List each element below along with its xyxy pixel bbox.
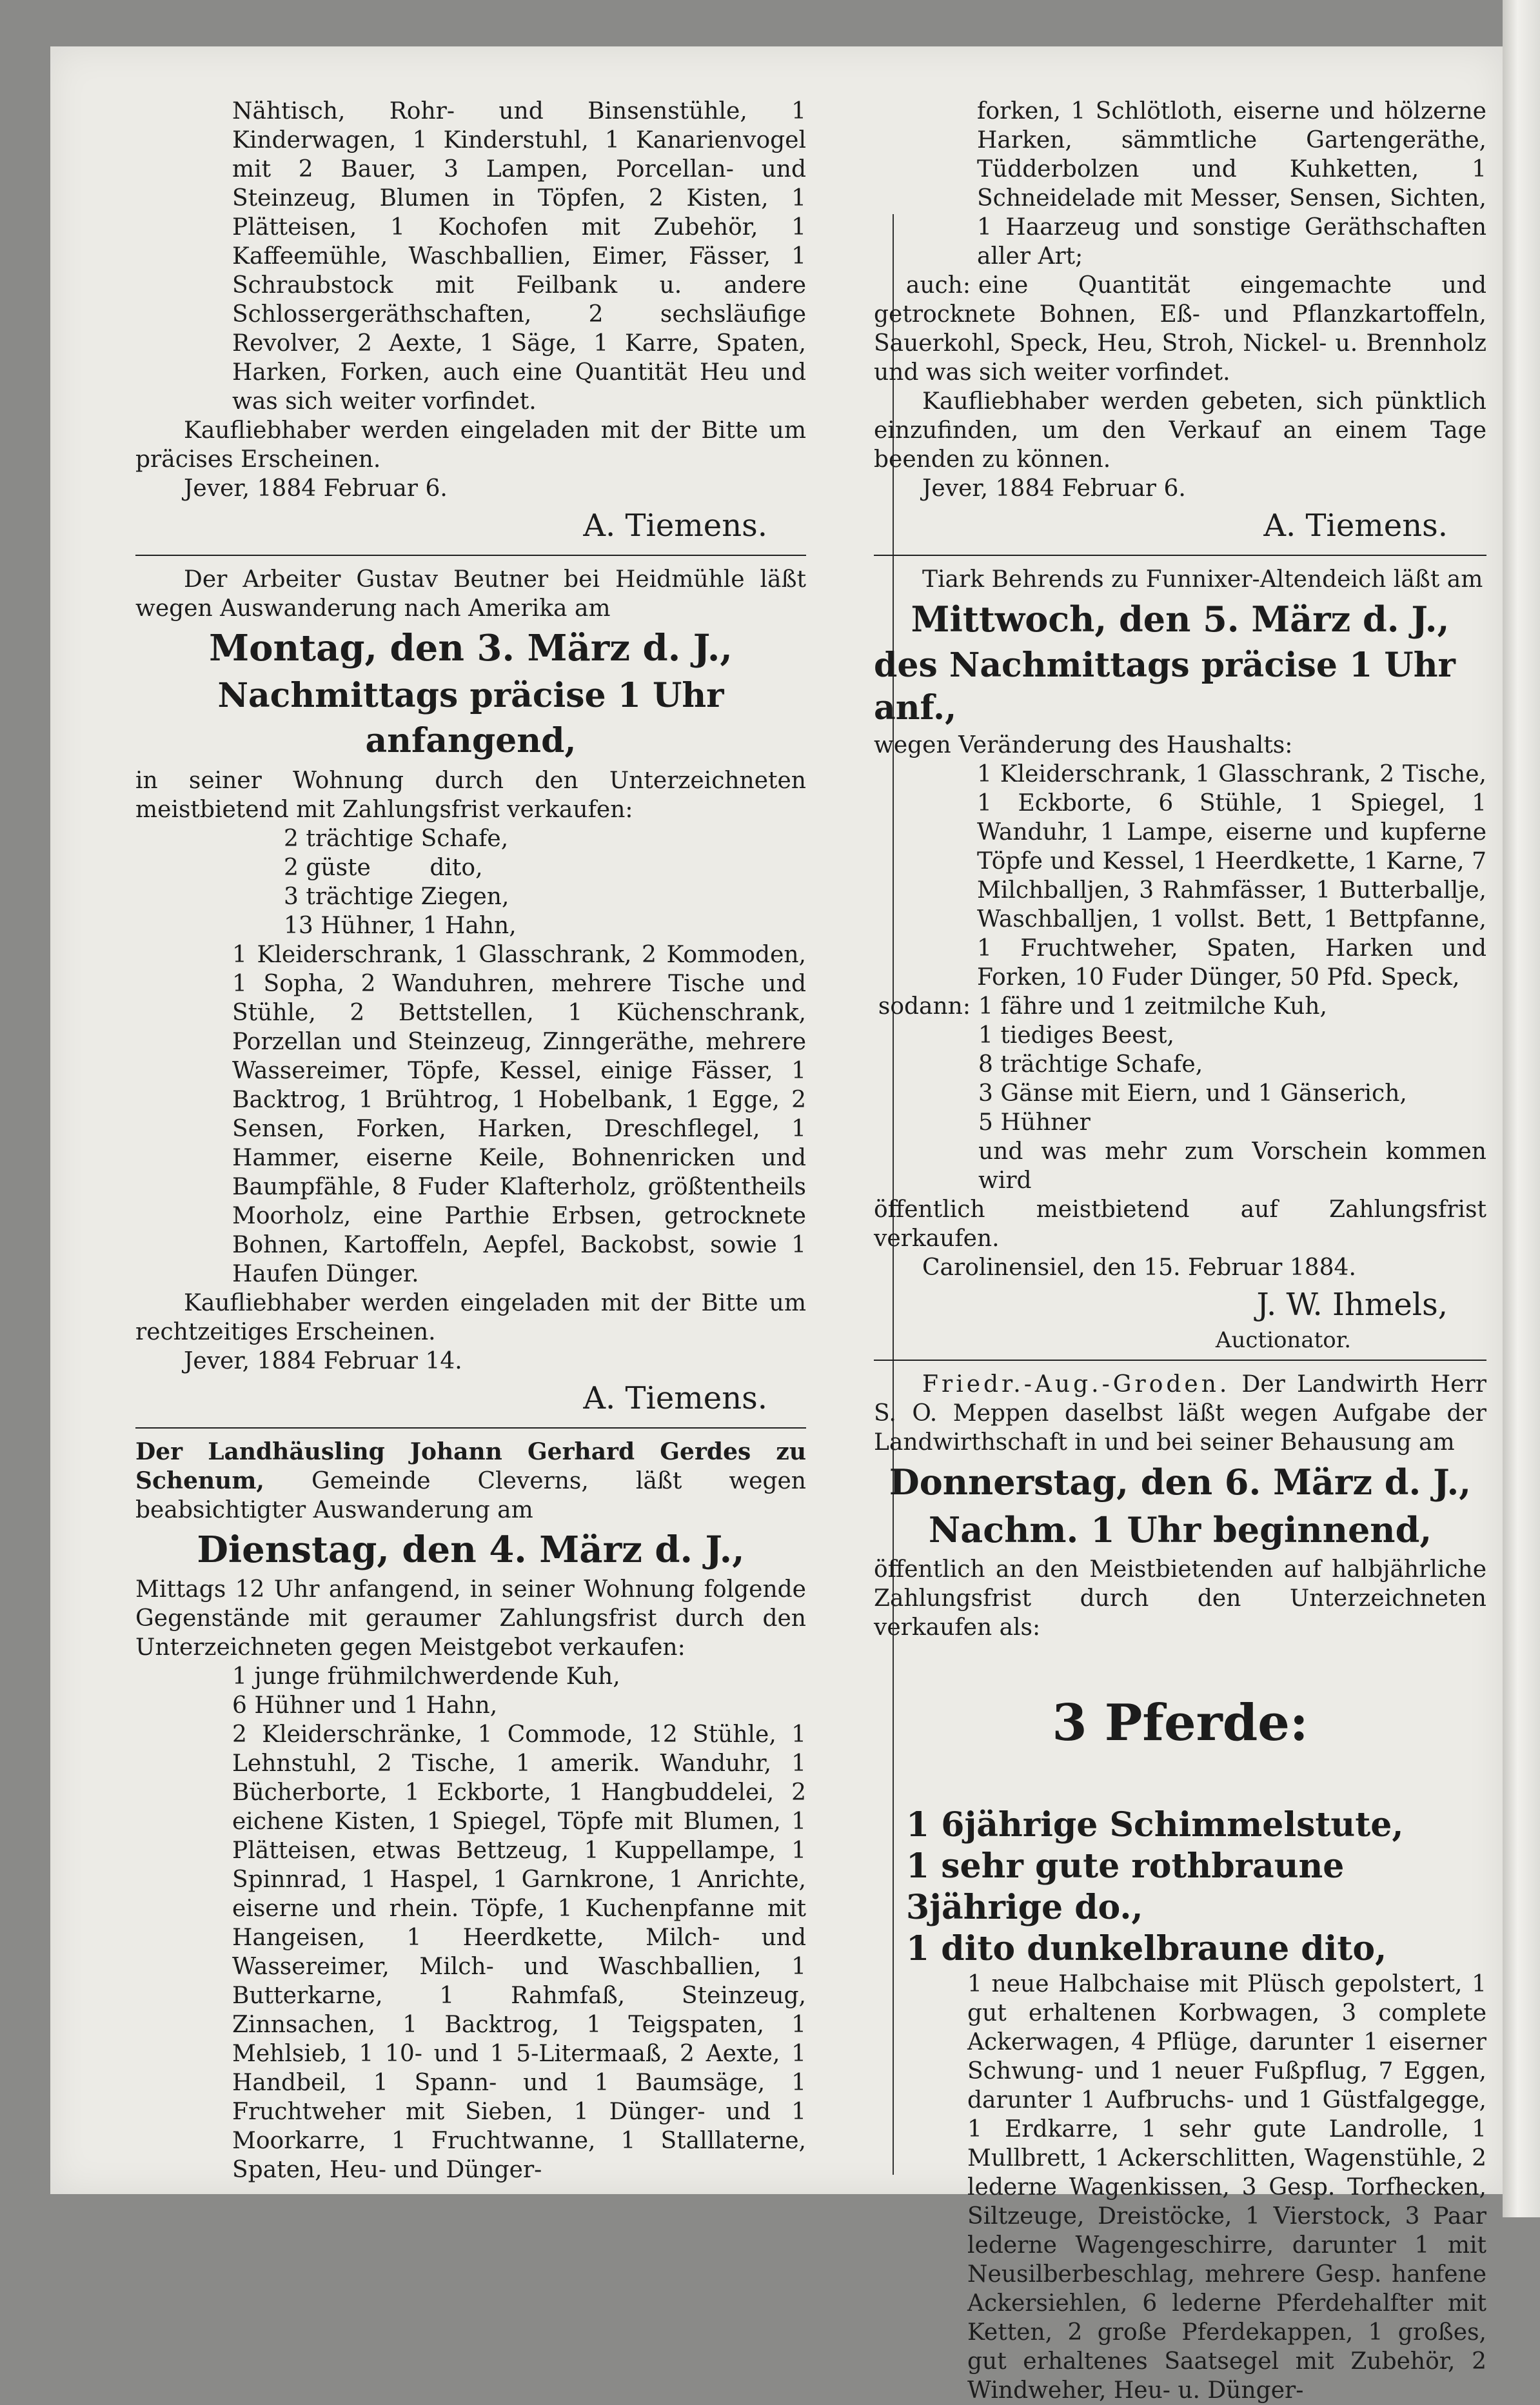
ad1-cont-text: forken, 1 Schlötloth, eiserne und hölzerne Harken, sämmtliche Gartengeräthe, Tüdderbolzen und Kuhketten, 1 Schneidelade mit Messer, Sensen, Sichten, 1 Haarzeug und sonstige Geräthschaften aller Art; bbox=[977, 98, 1486, 270]
ad2-sale: in seiner Wohnung durch den Unterzeichneten meistbietend mit Zahlungsfrist verkaufen: bbox=[135, 767, 806, 823]
ad2-sodann-item: 3 Gänse mit Eiern, und 1 Gänserich, bbox=[978, 1080, 1407, 1107]
ad1-closing: Kaufliebhaber werden gebeten, sich pünktlich einzufinden, um den Verkauf an einem Tage beenden zu können. bbox=[874, 388, 1486, 473]
ad1-item-text: Nähtisch, Rohr- und Binsenstühle, 1 Kinderwagen, 1 Kinderstuhl, 1 Kanarienvogel mit 2 Bauer, 3 Lampen, Porcellan- und Steinzeug, Blumen in Töpfen, 2 Kisten, 1 Plätteisen, 1 Kochofen mit Zubehör, 1 Kaffeemühle, Waschballien, Eimer, Fässer, 1 Schraubstock mit Feilbank u. andere Schlossergeräthschaften, 2 sechsläufige Revolver, 2 Aexte, 1 Säge, 1 Karre, Spaten, Harken, Forken, auch eine Quantität Heu und was sich weiter vorfindet. bbox=[232, 98, 806, 415]
ad3-intro bbox=[874, 1370, 1486, 1457]
separator-rule bbox=[135, 555, 806, 556]
ad2-signature: A. Tiemens. bbox=[583, 1380, 767, 1416]
ad1-signature: A. Tiemens. bbox=[583, 508, 767, 544]
ad-auction-meppen bbox=[874, 1370, 1486, 2405]
ad3-horse: 1 sehr gute rothbraune 3jährige do., bbox=[906, 1846, 1345, 1927]
ad2-item: 3 trächtige Ziegen, bbox=[284, 884, 509, 910]
ad-auction-1-continued bbox=[135, 97, 806, 548]
ad3-item: 6 Hühner und 1 Hahn, bbox=[232, 1692, 498, 1719]
ad2-time: Nachmittags präcise 1 Uhr anfangend, bbox=[217, 676, 724, 760]
ad1-auch bbox=[874, 271, 1486, 387]
ad2-date: Montag, den 3. März d. J., bbox=[209, 627, 733, 669]
ad2-item-text: 1 Kleiderschrank, 1 Glasschrank, 2 Kommoden, 1 Sopha, 2 Wanduhren, mehrere Tische und Stühle, 2 Bettstellen, 1 Küchenschrank, Porzellan und Steinzeug, Zinngeräthe, mehrere Wassereimer, Töpfe, Kessel, einige Fässer, 1 Backtrog, 1 Brühtrog, 1 Hobelbank, 1 Egge, 2 Sensen, Forken, Harken, Dreschflegel, 1 Hammer, eiserne Keile, Bohnenricken und Baumpfähle, 8 Fuder Klafterholz, größtentheils Moorholz, eine Parthie Erbsen, getrocknete Bohnen, Kartoffeln, Aepfel, Backobst, sowie 1 Haufen Dünger. bbox=[232, 942, 806, 1287]
ad3-heading: 3 Pferde: bbox=[1052, 1694, 1308, 1752]
ad3-item-text: 2 Kleiderschränke, 1 Commode, 12 Stühle, 1 Lehnstuhl, 2 Tische, 1 amerik. Wanduhr, 1 Bücherborte, 1 Eckborte, 1 Hangbuddelei, 2 eichene Kisten, 1 Spiegel, Töpfe mit Blumen, 1 Plätteisen, etwas Bettzeug, 1 Kuppellampe, 1 Spinnrad, 1 Haspel, 1 Garnkrone, 1 Anrichte, eiserne und rhein. Töpfe, 1 Kuchenpfanne mit Hangeisen, 1 Heerdkette, Milch- und Wassereimer, Milch- und Waschballien, 1 Butterkarne, 1 Rahmfaß, Steinzeug, Zinnsachen, 1 Backtrog, 1 Teigspaten, 1 Mehlsieb, 1 10- und 1 5-Litermaaß, 2 Aexte, 1 Handbeil, 1 Spann- und 1 Baumsäge, 1 Fruchtweher mit Sieben, 1 Dünger- und 1 Moorkarre, 1 Fruchtwanne, 1 Stalllaterne, Spaten, Heu- und Dünger- bbox=[232, 1721, 806, 2183]
ad2-sodann-item: 5 Hühner bbox=[978, 1109, 1091, 1136]
ad3-date: Donnerstag, den 6. März d. J., bbox=[889, 1461, 1472, 1503]
separator-rule bbox=[135, 1427, 806, 1429]
ad3-place: Friedr.-Aug.-Groden. bbox=[922, 1371, 1230, 1398]
ad2-sodann-item: 1 fähre und 1 zeitmilche Kuh, bbox=[978, 993, 1327, 1020]
ad3-horse: 1 6jährige Schimmelstute, bbox=[906, 1805, 1404, 1845]
ad3-horse: 1 dito dunkelbraune dito, bbox=[906, 1929, 1387, 1968]
ad2-item: 13 Hühner, 1 Hahn, bbox=[284, 913, 517, 939]
ad1-auch-text: eine Quantität eingemachte und getrocknete Bohnen, Eß- und Pflanzkartoffeln, Sauerkohl, Speck, Heu, Stroh, Nickel- u. Brennholz und was sich weiter vorfindet. bbox=[874, 272, 1486, 386]
ad2-signature: J. W. Ihmels, bbox=[1256, 1287, 1448, 1323]
ad2-intro: Der Arbeiter Gustav Beutner bei Heidmühle läßt wegen Auswanderung nach Amerika am bbox=[135, 566, 806, 622]
ad3-intro-text: Der Landwirth Herr S. O. Meppen daselbst läßt wegen Aufgabe der Landwirthschaft in und bei seiner Behausung am bbox=[874, 1371, 1486, 1456]
ad2-closing: Kaufliebhaber werden eingeladen mit der Bitte um rechtzeitiges Erscheinen. bbox=[135, 1290, 806, 1345]
ad3-intro-name: Der Landhäusling Johann Gerhard Gerdes zu Schenum, bbox=[135, 1438, 806, 1494]
ad2-sodann-item: 1 tiediges Beest, bbox=[978, 1022, 1174, 1049]
ad3-intro-text: Gemeinde Cleverns, läßt wegen beabsichtigter Auswanderung am bbox=[135, 1468, 806, 1523]
ad2-signature-title: Auctionator. bbox=[1215, 1327, 1352, 1353]
ad2-item: 2 güste dito, bbox=[284, 855, 483, 881]
ad2-reason: wegen Veränderung des Haushalts: bbox=[874, 732, 1293, 758]
ad2-sale: öffentlich meistbietend auf Zahlungsfrist verkaufen. bbox=[874, 1196, 1486, 1252]
ad1-place-date: Jever, 1884 Februar 6. bbox=[922, 475, 1186, 502]
ad2-place-date: Jever, 1884 Februar 14. bbox=[184, 1348, 462, 1374]
ad2-intro: Tiark Behrends zu Funnixer-Altendeich läßt am bbox=[922, 566, 1483, 593]
ad2-sodann-item: 8 trächtige Schafe, bbox=[978, 1051, 1203, 1078]
ad2-sodann-label: sodann: bbox=[878, 993, 971, 1020]
ad2-item: 2 trächtige Schafe, bbox=[284, 826, 509, 852]
right-column bbox=[874, 97, 1486, 2405]
separator-rule bbox=[874, 1360, 1486, 1361]
ad2-sodann-item: und was mehr zum Vorschein kommen wird bbox=[978, 1138, 1486, 1194]
ad-auction-1-end bbox=[874, 97, 1486, 548]
ad3-time: Nachm. 1 Uhr beginnend, bbox=[928, 1509, 1432, 1550]
ad3-item-text: 1 neue Halbchaise mit Plüsch gepolstert, 1 gut erhaltenen Korbwagen, 3 complete Ackerwagen, 4 Pflüge, darunter 1 eiserner Schwung- und 1 neuer Fußpflug, 7 Eggen, darunter 1 Aufbruchs- und 1 Güstfalgegge, 1 Erdkarre, 1 sehr gute Landrolle, 1 Mullbrett, 1 Ackerschlitten, Wagenstühle, 2 lederne Wagenkissen, 3 Gesp. Torfhecken, Siltzeuge, Dreistöcke, 1 Vierstock, 3 Paar lederne Wagengeschirre, darunter 1 mit Neusilberbeschlag, mehrere Gesp. hanfene Ackersiehlen, 6 lederne Pferdehalfter mit Ketten, 2 große Pferdekappen, 1 großes, gut erhaltenes Saatsegel mit Zubehör, 2 Windweher, Heu- u. Dünger- bbox=[967, 1971, 1486, 2404]
ad2-place-date: Carolinensiel, den 15. Februar 1884. bbox=[922, 1254, 1356, 1281]
ad3-sale: öffentlich an den Meistbietenden auf halbjährliche Zahlungsfrist durch den Unterzeichneten verkaufen als: bbox=[874, 1556, 1486, 1641]
ad2-sodann bbox=[874, 992, 1486, 1021]
separator-rule bbox=[874, 555, 1486, 556]
ad3-item: 1 junge frühmilchwerdende Kuh, bbox=[232, 1663, 620, 1690]
ad3-sale: Mittags 12 Uhr anfangend, in seiner Wohnung folgende Gegenstände mit geraumer Zahlungsfrist durch den Unterzeichneten gegen Meistgebot verkaufen: bbox=[135, 1576, 806, 1661]
ad-auction-beutner bbox=[135, 565, 806, 1421]
ad1-signature: A. Tiemens. bbox=[1263, 508, 1448, 544]
ad2-date: Mittwoch, den 5. März d. J., bbox=[911, 599, 1450, 640]
ad-auction-gerdes bbox=[135, 1438, 806, 2184]
ad3-date: Dienstag, den 4. März d. J., bbox=[197, 1529, 745, 1571]
ad3-intro bbox=[135, 1438, 806, 1525]
ad1-place-date: Jever, 1884 Februar 6. bbox=[184, 475, 448, 502]
ad2-time: des Nachmittags präcise 1 Uhr anf., bbox=[874, 646, 1456, 727]
ad-auction-behrends bbox=[874, 565, 1486, 1353]
page-edge bbox=[1503, 0, 1540, 2217]
ad1-closing: Kaufliebhaber werden eingeladen mit der Bitte um präcises Erscheinen. bbox=[135, 417, 806, 473]
ad1-auch-label: auch: bbox=[905, 272, 971, 299]
left-column bbox=[135, 97, 806, 2184]
ad2-item-text: 1 Kleiderschrank, 1 Glasschrank, 2 Tische, 1 Eckborte, 6 Stühle, 1 Spiegel, 1 Wanduhr, 1 Lampe, eiserne und kupferne Töpfe und Kessel, 1 Heerdkette, 1 Karne, 7 Milchballjen, 3 Rahmfässer, 1 Butterballje, Waschballjen, 1 vollst. Bett, 1 Bettpfanne, 1 Fruchtweher, Spaten, Harken und Forken, 10 Fuder Dünger, 50 Pfd. Speck, bbox=[977, 761, 1486, 991]
